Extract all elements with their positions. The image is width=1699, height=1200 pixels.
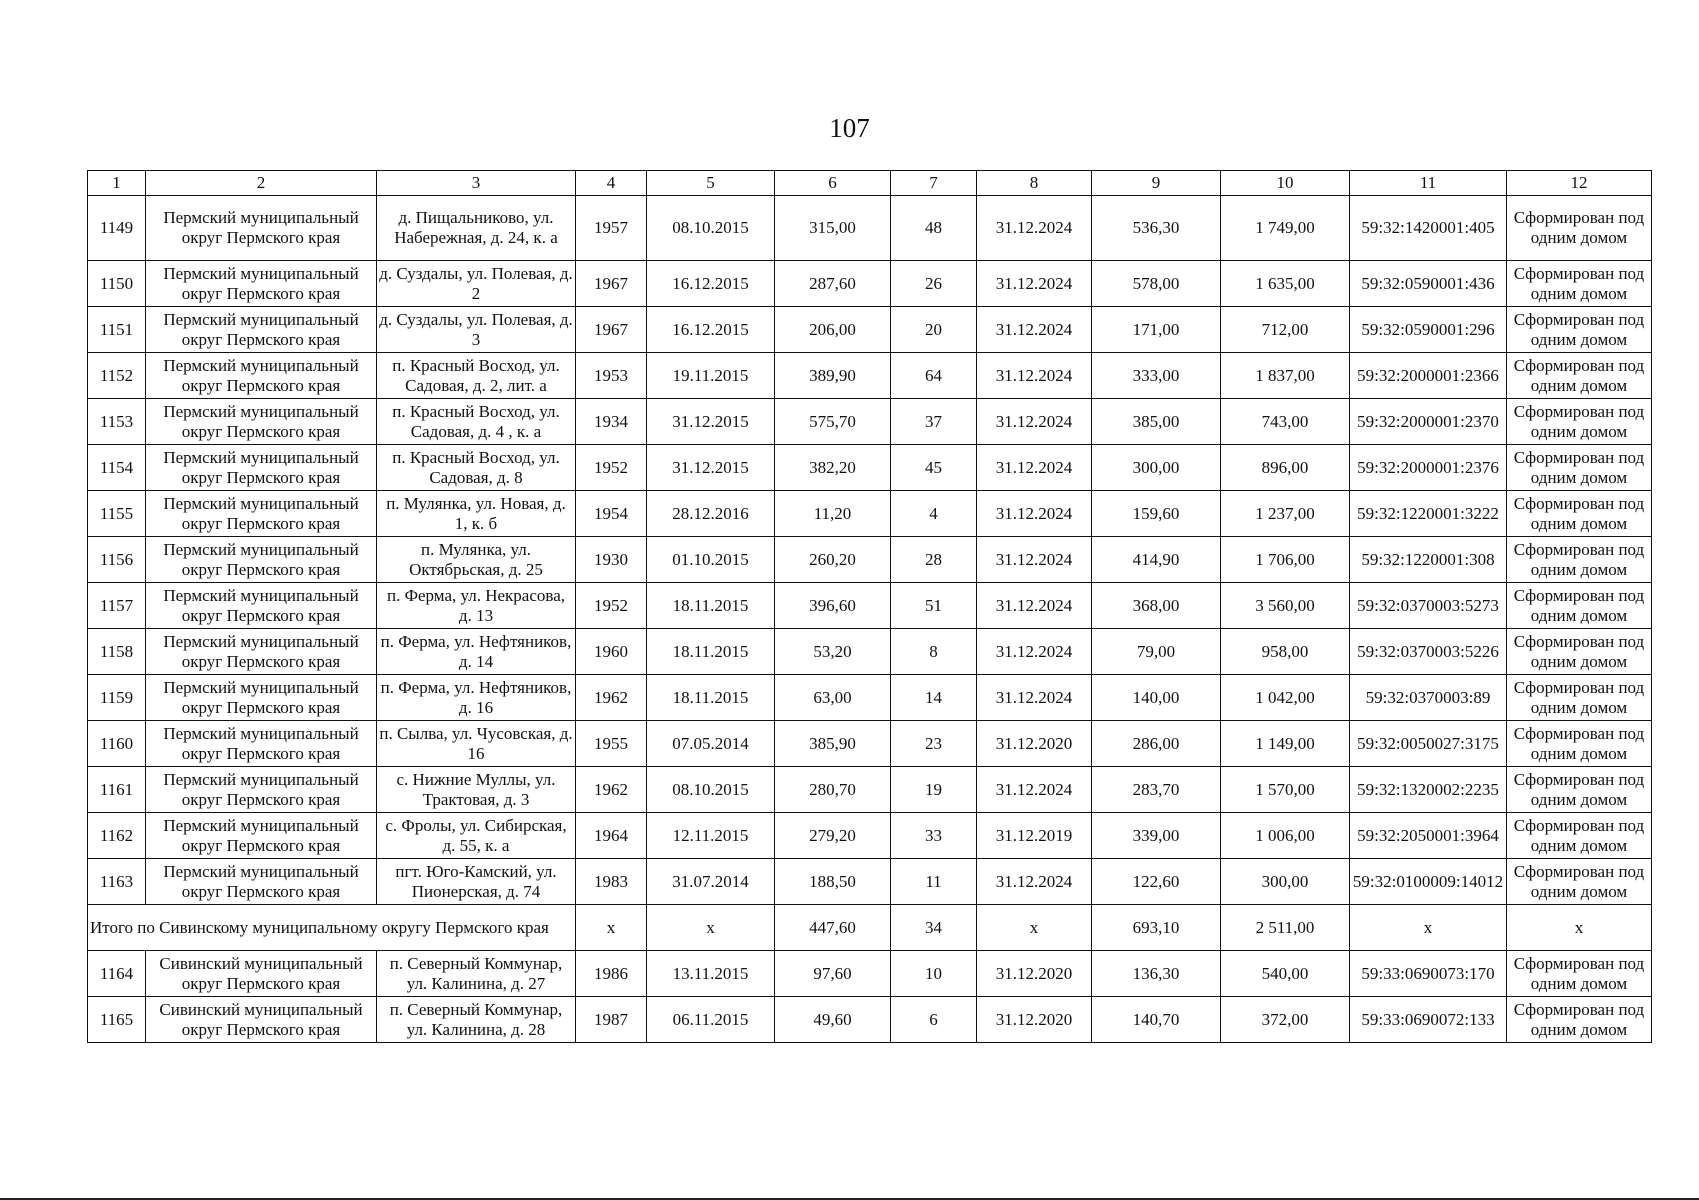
cost-cell: 743,00 (1221, 399, 1350, 445)
residents-cell: 4 (891, 491, 977, 537)
table-row (88, 261, 1652, 307)
date-cell: 31.12.2015 (647, 445, 775, 491)
cadastral-number-cell: 59:32:1420001:405 (1350, 196, 1507, 261)
municipality-cell: Пермский муниципальный округ Пермского края (146, 399, 377, 445)
year-built-cell: 1962 (576, 675, 647, 721)
cadastral-number-cell: 59:32:1220001:3222 (1350, 491, 1507, 537)
row-number-cell: 1155 (88, 491, 146, 537)
address-cell: п. Ферма, ул. Нефтяников, д. 14 (377, 629, 576, 675)
land-area-cell: 333,00 (1092, 353, 1221, 399)
cadastral-number-cell: 59:33:0690073:170 (1350, 951, 1507, 997)
status-cell: Сформирован под одним домом (1507, 997, 1652, 1043)
year-built-cell: 1964 (576, 813, 647, 859)
land-area-cell: 122,60 (1092, 859, 1221, 905)
land-area-cell: 414,90 (1092, 537, 1221, 583)
column-header-4: 4 (576, 171, 647, 196)
date-cell: 18.11.2015 (647, 629, 775, 675)
year-built-cell: 1953 (576, 353, 647, 399)
column-header-9: 9 (1092, 171, 1221, 196)
column-header-7: 7 (891, 171, 977, 196)
municipality-cell: Пермский муниципальный округ Пермского края (146, 307, 377, 353)
status-cell: Сформирован под одним домом (1507, 583, 1652, 629)
year-built-cell: 1930 (576, 537, 647, 583)
land-area-cell: 286,00 (1092, 721, 1221, 767)
table-row (88, 196, 1652, 261)
subtotal-value: 447,60 (775, 905, 891, 951)
table-row (88, 399, 1652, 445)
residents-cell: 26 (891, 261, 977, 307)
land-area-cell: 339,00 (1092, 813, 1221, 859)
table-row (88, 813, 1652, 859)
deadline-cell: 31.12.2024 (977, 353, 1092, 399)
subtotal-value: x (1350, 905, 1507, 951)
subtotal-value: 693,10 (1092, 905, 1221, 951)
table-row (88, 583, 1652, 629)
deadline-cell: 31.12.2024 (977, 307, 1092, 353)
status-cell: Сформирован под одним домом (1507, 813, 1652, 859)
table-row (88, 721, 1652, 767)
address-cell: с. Фролы, ул. Сибирская, д. 55, к. а (377, 813, 576, 859)
land-area-cell: 140,00 (1092, 675, 1221, 721)
table-row (88, 767, 1652, 813)
area-cell: 11,20 (775, 491, 891, 537)
column-header-2: 2 (146, 171, 377, 196)
row-number-cell: 1156 (88, 537, 146, 583)
row-number-cell: 1157 (88, 583, 146, 629)
table-row (88, 629, 1652, 675)
row-number-cell: 1152 (88, 353, 146, 399)
municipality-cell: Пермский муниципальный округ Пермского края (146, 675, 377, 721)
column-header-1: 1 (88, 171, 146, 196)
cost-cell: 896,00 (1221, 445, 1350, 491)
year-built-cell: 1962 (576, 767, 647, 813)
land-area-cell: 159,60 (1092, 491, 1221, 537)
residents-cell: 51 (891, 583, 977, 629)
cost-cell: 1 570,00 (1221, 767, 1350, 813)
year-built-cell: 1986 (576, 951, 647, 997)
municipality-cell: Сивинский муниципальный округ Пермского края (146, 997, 377, 1043)
area-cell: 97,60 (775, 951, 891, 997)
table-row (88, 537, 1652, 583)
land-area-cell: 578,00 (1092, 261, 1221, 307)
column-header-3: 3 (377, 171, 576, 196)
status-cell: Сформирован под одним домом (1507, 629, 1652, 675)
area-cell: 575,70 (775, 399, 891, 445)
date-cell: 08.10.2015 (647, 767, 775, 813)
subtotal-value: x (576, 905, 647, 951)
municipality-cell: Пермский муниципальный округ Пермского края (146, 721, 377, 767)
area-cell: 315,00 (775, 196, 891, 261)
land-area-cell: 385,00 (1092, 399, 1221, 445)
date-cell: 12.11.2015 (647, 813, 775, 859)
date-cell: 28.12.2016 (647, 491, 775, 537)
cadastral-number-cell: 59:32:2050001:3964 (1350, 813, 1507, 859)
row-number-cell: 1161 (88, 767, 146, 813)
cost-cell: 1 042,00 (1221, 675, 1350, 721)
date-cell: 18.11.2015 (647, 675, 775, 721)
deadline-cell: 31.12.2024 (977, 675, 1092, 721)
residents-cell: 8 (891, 629, 977, 675)
status-cell: Сформирован под одним домом (1507, 307, 1652, 353)
cost-cell: 1 749,00 (1221, 196, 1350, 261)
deadline-cell: 31.12.2024 (977, 491, 1092, 537)
column-header-5: 5 (647, 171, 775, 196)
cadastral-number-cell: 59:32:0370003:5226 (1350, 629, 1507, 675)
area-cell: 382,20 (775, 445, 891, 491)
residents-cell: 33 (891, 813, 977, 859)
address-cell: д. Суздалы, ул. Полевая, д. 3 (377, 307, 576, 353)
table-row (88, 307, 1652, 353)
area-cell: 260,20 (775, 537, 891, 583)
status-cell: Сформирован под одним домом (1507, 951, 1652, 997)
cadastral-number-cell: 59:32:2000001:2366 (1350, 353, 1507, 399)
table-row (88, 675, 1652, 721)
year-built-cell: 1934 (576, 399, 647, 445)
residents-cell: 10 (891, 951, 977, 997)
municipality-cell: Сивинский муниципальный округ Пермского края (146, 951, 377, 997)
area-cell: 188,50 (775, 859, 891, 905)
land-area-cell: 79,00 (1092, 629, 1221, 675)
cadastral-number-cell: 59:32:1220001:308 (1350, 537, 1507, 583)
status-cell: Сформирован под одним домом (1507, 399, 1652, 445)
address-cell: п. Мулянка, ул. Новая, д. 1, к. б (377, 491, 576, 537)
residents-cell: 14 (891, 675, 977, 721)
subtotal-value: 34 (891, 905, 977, 951)
date-cell: 18.11.2015 (647, 583, 775, 629)
municipality-cell: Пермский муниципальный округ Пермского края (146, 261, 377, 307)
date-cell: 08.10.2015 (647, 196, 775, 261)
deadline-cell: 31.12.2024 (977, 196, 1092, 261)
land-area-cell: 171,00 (1092, 307, 1221, 353)
column-header-8: 8 (977, 171, 1092, 196)
municipality-cell: Пермский муниципальный округ Пермского края (146, 196, 377, 261)
date-cell: 01.10.2015 (647, 537, 775, 583)
row-number-cell: 1158 (88, 629, 146, 675)
cost-cell: 958,00 (1221, 629, 1350, 675)
address-cell: п. Ферма, ул. Некрасова, д. 13 (377, 583, 576, 629)
municipality-cell: Пермский муниципальный округ Пермского края (146, 491, 377, 537)
residents-cell: 19 (891, 767, 977, 813)
land-area-cell: 368,00 (1092, 583, 1221, 629)
municipality-cell: Пермский муниципальный округ Пермского края (146, 353, 377, 399)
cost-cell: 300,00 (1221, 859, 1350, 905)
table-row (88, 951, 1652, 997)
cost-cell: 1 149,00 (1221, 721, 1350, 767)
municipality-cell: Пермский муниципальный округ Пермского края (146, 629, 377, 675)
subtotal-value: 2 511,00 (1221, 905, 1350, 951)
subtotal-value: x (1507, 905, 1652, 951)
address-cell: с. Нижние Муллы, ул. Трактовая, д. 3 (377, 767, 576, 813)
table-row (88, 997, 1652, 1043)
date-cell: 13.11.2015 (647, 951, 775, 997)
residents-cell: 11 (891, 859, 977, 905)
address-cell: п. Красный Восход, ул. Садовая, д. 4 , к. а (377, 399, 576, 445)
status-cell: Сформирован под одним домом (1507, 767, 1652, 813)
residents-cell: 37 (891, 399, 977, 445)
date-cell: 31.07.2014 (647, 859, 775, 905)
municipality-cell: Пермский муниципальный округ Пермского края (146, 445, 377, 491)
row-number-cell: 1151 (88, 307, 146, 353)
cost-cell: 3 560,00 (1221, 583, 1350, 629)
row-number-cell: 1165 (88, 997, 146, 1043)
header-row (88, 171, 1652, 196)
area-cell: 53,20 (775, 629, 891, 675)
column-header-12: 12 (1507, 171, 1652, 196)
area-cell: 279,20 (775, 813, 891, 859)
row-number-cell: 1149 (88, 196, 146, 261)
area-cell: 396,60 (775, 583, 891, 629)
cost-cell: 540,00 (1221, 951, 1350, 997)
area-cell: 206,00 (775, 307, 891, 353)
residents-cell: 23 (891, 721, 977, 767)
land-area-cell: 283,70 (1092, 767, 1221, 813)
address-cell: п. Красный Восход, ул. Садовая, д. 2, лит. а (377, 353, 576, 399)
address-cell: д. Пищальниково, ул. Набережная, д. 24, к. а (377, 196, 576, 261)
deadline-cell: 31.12.2024 (977, 583, 1092, 629)
residents-cell: 64 (891, 353, 977, 399)
address-cell: д. Суздалы, ул. Полевая, д. 2 (377, 261, 576, 307)
cadastral-number-cell: 59:32:2000001:2370 (1350, 399, 1507, 445)
municipality-cell: Пермский муниципальный округ Пермского края (146, 583, 377, 629)
deadline-cell: 31.12.2020 (977, 951, 1092, 997)
residents-cell: 20 (891, 307, 977, 353)
area-cell: 49,60 (775, 997, 891, 1043)
table-row (88, 491, 1652, 537)
year-built-cell: 1955 (576, 721, 647, 767)
deadline-cell: 31.12.2020 (977, 997, 1092, 1043)
residents-cell: 6 (891, 997, 977, 1043)
deadline-cell: 31.12.2024 (977, 767, 1092, 813)
table-row (88, 445, 1652, 491)
subtotal-row (88, 905, 1652, 951)
cost-cell: 372,00 (1221, 997, 1350, 1043)
cost-cell: 1 237,00 (1221, 491, 1350, 537)
area-cell: 280,70 (775, 767, 891, 813)
status-cell: Сформирован под одним домом (1507, 445, 1652, 491)
year-built-cell: 1957 (576, 196, 647, 261)
municipality-cell: Пермский муниципальный округ Пермского края (146, 859, 377, 905)
residents-cell: 28 (891, 537, 977, 583)
address-cell: п. Мулянка, ул. Октябрьская, д. 25 (377, 537, 576, 583)
deadline-cell: 31.12.2024 (977, 537, 1092, 583)
table-row (88, 353, 1652, 399)
area-cell: 287,60 (775, 261, 891, 307)
land-area-cell: 140,70 (1092, 997, 1221, 1043)
subtotal-value: x (977, 905, 1092, 951)
year-built-cell: 1987 (576, 997, 647, 1043)
row-number-cell: 1153 (88, 399, 146, 445)
row-number-cell: 1160 (88, 721, 146, 767)
date-cell: 16.12.2015 (647, 307, 775, 353)
year-built-cell: 1960 (576, 629, 647, 675)
year-built-cell: 1967 (576, 261, 647, 307)
register-table (87, 170, 1652, 1043)
area-cell: 389,90 (775, 353, 891, 399)
status-cell: Сформирован под одним домом (1507, 537, 1652, 583)
cost-cell: 1 635,00 (1221, 261, 1350, 307)
address-cell: п. Красный Восход, ул. Садовая, д. 8 (377, 445, 576, 491)
year-built-cell: 1967 (576, 307, 647, 353)
year-built-cell: 1952 (576, 583, 647, 629)
residents-cell: 48 (891, 196, 977, 261)
address-cell: п. Ферма, ул. Нефтяников, д. 16 (377, 675, 576, 721)
date-cell: 19.11.2015 (647, 353, 775, 399)
year-built-cell: 1954 (576, 491, 647, 537)
status-cell: Сформирован под одним домом (1507, 353, 1652, 399)
cadastral-number-cell: 59:32:0370003:89 (1350, 675, 1507, 721)
cost-cell: 712,00 (1221, 307, 1350, 353)
status-cell: Сформирован под одним домом (1507, 675, 1652, 721)
status-cell: Сформирован под одним домом (1507, 491, 1652, 537)
cadastral-number-cell: 59:33:0690072:133 (1350, 997, 1507, 1043)
address-cell: пгт. Юго-Камский, ул. Пионерская, д. 74 (377, 859, 576, 905)
municipality-cell: Пермский муниципальный округ Пермского края (146, 537, 377, 583)
deadline-cell: 31.12.2024 (977, 629, 1092, 675)
deadline-cell: 31.12.2024 (977, 859, 1092, 905)
residents-cell: 45 (891, 445, 977, 491)
cadastral-number-cell: 59:32:0100009:14012 (1350, 859, 1507, 905)
land-area-cell: 136,30 (1092, 951, 1221, 997)
address-cell: п. Северный Коммунар, ул. Калинина, д. 27 (377, 951, 576, 997)
status-cell: Сформирован под одним домом (1507, 196, 1652, 261)
land-area-cell: 536,30 (1092, 196, 1221, 261)
cost-cell: 1 706,00 (1221, 537, 1350, 583)
cadastral-number-cell: 59:32:0590001:296 (1350, 307, 1507, 353)
row-number-cell: 1150 (88, 261, 146, 307)
municipality-cell: Пермский муниципальный округ Пермского края (146, 813, 377, 859)
year-built-cell: 1983 (576, 859, 647, 905)
cost-cell: 1 837,00 (1221, 353, 1350, 399)
status-cell: Сформирован под одним домом (1507, 261, 1652, 307)
column-header-11: 11 (1350, 171, 1507, 196)
deadline-cell: 31.12.2019 (977, 813, 1092, 859)
date-cell: 16.12.2015 (647, 261, 775, 307)
cadastral-number-cell: 59:32:0590001:436 (1350, 261, 1507, 307)
cadastral-number-cell: 59:32:0370003:5273 (1350, 583, 1507, 629)
date-cell: 31.12.2015 (647, 399, 775, 445)
land-area-cell: 300,00 (1092, 445, 1221, 491)
row-number-cell: 1164 (88, 951, 146, 997)
deadline-cell: 31.12.2024 (977, 445, 1092, 491)
column-header-6: 6 (775, 171, 891, 196)
cadastral-number-cell: 59:32:2000001:2376 (1350, 445, 1507, 491)
cadastral-number-cell: 59:32:1320002:2235 (1350, 767, 1507, 813)
address-cell: п. Северный Коммунар, ул. Калинина, д. 28 (377, 997, 576, 1043)
year-built-cell: 1952 (576, 445, 647, 491)
page-number: 107 (829, 113, 870, 143)
area-cell: 63,00 (775, 675, 891, 721)
area-cell: 385,90 (775, 721, 891, 767)
deadline-cell: 31.12.2024 (977, 261, 1092, 307)
deadline-cell: 31.12.2020 (977, 721, 1092, 767)
cadastral-number-cell: 59:32:0050027:3175 (1350, 721, 1507, 767)
row-number-cell: 1162 (88, 813, 146, 859)
table-row (88, 859, 1652, 905)
municipality-cell: Пермский муниципальный округ Пермского края (146, 767, 377, 813)
date-cell: 07.05.2014 (647, 721, 775, 767)
status-cell: Сформирован под одним домом (1507, 721, 1652, 767)
row-number-cell: 1154 (88, 445, 146, 491)
row-number-cell: 1163 (88, 859, 146, 905)
row-number-cell: 1159 (88, 675, 146, 721)
status-cell: Сформирован под одним домом (1507, 859, 1652, 905)
address-cell: п. Сылва, ул. Чусовская, д. 16 (377, 721, 576, 767)
subtotal-label: Итого по Сивинскому муниципальному округу Пермского края (88, 905, 576, 951)
subtotal-value: x (647, 905, 775, 951)
date-cell: 06.11.2015 (647, 997, 775, 1043)
column-header-10: 10 (1221, 171, 1350, 196)
deadline-cell: 31.12.2024 (977, 399, 1092, 445)
cost-cell: 1 006,00 (1221, 813, 1350, 859)
